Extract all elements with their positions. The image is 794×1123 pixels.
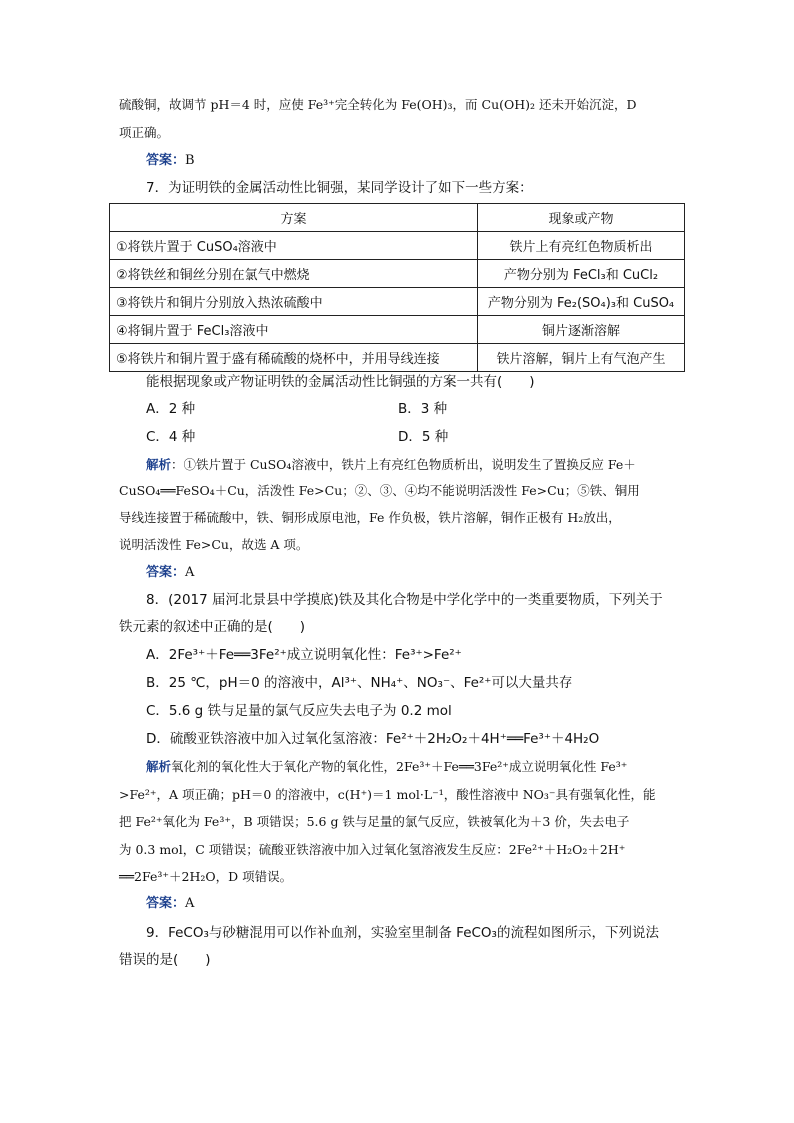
q7-question: 能根据现象或产物证明铁的金属活动性比铜强的方案一共有( )	[146, 374, 535, 390]
q8-analysis-line: ══2Fe³⁺＋2H₂O，D 项错误。	[119, 869, 293, 884]
analysis-text: ：①铁片置于 CuSO₄溶液中，铁片上有亮红色物质析出，说明发生了置换反应 Fe＋	[171, 457, 636, 472]
table-row	[110, 316, 685, 344]
q8-analysis-line	[146, 758, 627, 776]
answer-value: B	[185, 153, 195, 168]
analysis-label: 解析	[146, 457, 172, 472]
answer-label: 答案：	[146, 565, 186, 580]
answer-label: 答案：	[146, 896, 186, 911]
table-row	[110, 260, 685, 288]
prev-answer	[146, 152, 195, 170]
analysis-text: 氧化剂的氧化性大于氧化产物的氧化性，2Fe³⁺＋Fe══3Fe²⁺成立说明氧化性 Fe³⁺	[171, 759, 628, 774]
q7-option-c: C．4 种	[146, 429, 196, 445]
table-header-cell: 现象或产物	[478, 204, 685, 232]
q8-option-b: B．25 ℃，pH＝0 的溶液中，Al³⁺、NH₄⁺、NO₃⁻、Fe²⁺可以大量共存	[146, 675, 573, 691]
answer-value: A	[185, 565, 195, 580]
q7-option-b: B．3 种	[398, 401, 448, 417]
answer-label: 答案：	[146, 153, 186, 168]
table-cell: 铁片上有亮红色物质析出	[478, 232, 685, 260]
table-header-cell: 方案	[110, 204, 478, 232]
q8-analysis-line: >Fe²⁺，A 项正确；pH＝0 的溶液中，c(H⁺)＝1 mol·L⁻¹，酸性溶液中 NO₃⁻具有强氧化性，能	[119, 787, 656, 802]
table-cell: ④将铜片置于 FeCl₃溶液中	[110, 316, 478, 344]
table-cell: ③将铁片和铜片分别放入热浓硫酸中	[110, 288, 478, 316]
q7-table	[109, 203, 685, 372]
q8-analysis-line: 把 Fe²⁺氧化为 Fe³⁺，B 项错误；5.6 g 铁与足量的氯气反应，铁被氧化为＋3 价，失去电子	[119, 814, 630, 829]
table-cell: ⑤将铁片和铜片置于盛有稀硫酸的烧杯中，并用导线连接	[110, 344, 478, 372]
q7-analysis-line: CuSO₄══FeSO₄＋Cu，活泼性 Fe>Cu；②、③、④均不能说明活泼性 Fe>Cu；⑤铁、铜用	[119, 483, 640, 498]
q7-stem: 7．为证明铁的金属活动性比铜强，某同学设计了如下一些方案：	[146, 180, 533, 196]
table-cell: ②将铁丝和铜丝分别在氯气中燃烧	[110, 260, 478, 288]
table-cell: ①将铁片置于 CuSO₄溶液中	[110, 232, 478, 260]
table-row	[110, 344, 685, 372]
q8-option-c: C．5.6 g 铁与足量的氯气反应失去电子为 0.2 mol	[146, 703, 452, 719]
q9-stem: 9．FeCO₃与砂糖混用可以作补血剂，实验室里制备 FeCO₃的流程如图所示，下列说法	[146, 925, 659, 941]
q7-analysis-line: 导线连接置于稀硫酸中，铁、铜形成原电池，Fe 作负极，铁片溶解，铜作正极有 H₂放出，	[119, 510, 621, 525]
table-row	[110, 232, 685, 260]
q8-answer	[146, 895, 194, 913]
q9-stem: 错误的是( )	[119, 952, 211, 968]
q8-option-d: D．硫酸亚铁溶液中加入过氧化氢溶液：Fe²⁺＋2H₂O₂＋4H⁺══Fe³⁺＋4H₂O	[146, 731, 600, 747]
prev-analysis-line: 硫酸铜，故调节 pH＝4 时，应使 Fe³⁺完全转化为 Fe(OH)₃，而 Cu(OH)₂ 还未开始沉淀，D	[119, 97, 637, 112]
table-cell: 产物分别为 FeCl₃和 CuCl₂	[478, 260, 685, 288]
table-cell: 铁片溶解，铜片上有气泡产生	[478, 344, 685, 372]
answer-value: A	[185, 896, 195, 911]
q8-stem: 铁元素的叙述中正确的是( )	[119, 619, 306, 635]
q7-option-d: D．5 种	[398, 429, 449, 445]
table-header-row	[110, 204, 685, 232]
q7-option-a: A．2 种	[146, 401, 196, 417]
q8-analysis-line: 为 0.3 mol，C 项错误；硫酸亚铁溶液中加入过氧化氢溶液发生反应：2Fe²⁺＋H₂O₂＋2H⁺	[119, 842, 626, 857]
q8-option-a: A．2Fe³⁺＋Fe══3Fe²⁺成立说明氧化性：Fe³⁺>Fe²⁺	[146, 647, 462, 663]
q8-stem: 8．(2017 届河北景县中学摸底)铁及其化合物是中学化学中的一类重要物质，下列关于	[146, 592, 663, 608]
table-cell: 铜片逐渐溶解	[478, 316, 685, 344]
table-cell: 产物分别为 Fe₂(SO₄)₃和 CuSO₄	[478, 288, 685, 316]
q7-analysis-line	[146, 456, 636, 474]
q7-answer	[146, 564, 194, 582]
analysis-label: 解析	[146, 759, 172, 774]
q7-analysis-line: 说明活泼性 Fe>Cu，故选 A 项。	[119, 537, 309, 552]
table-row	[110, 288, 685, 316]
prev-analysis-line: 项正确。	[119, 125, 170, 140]
